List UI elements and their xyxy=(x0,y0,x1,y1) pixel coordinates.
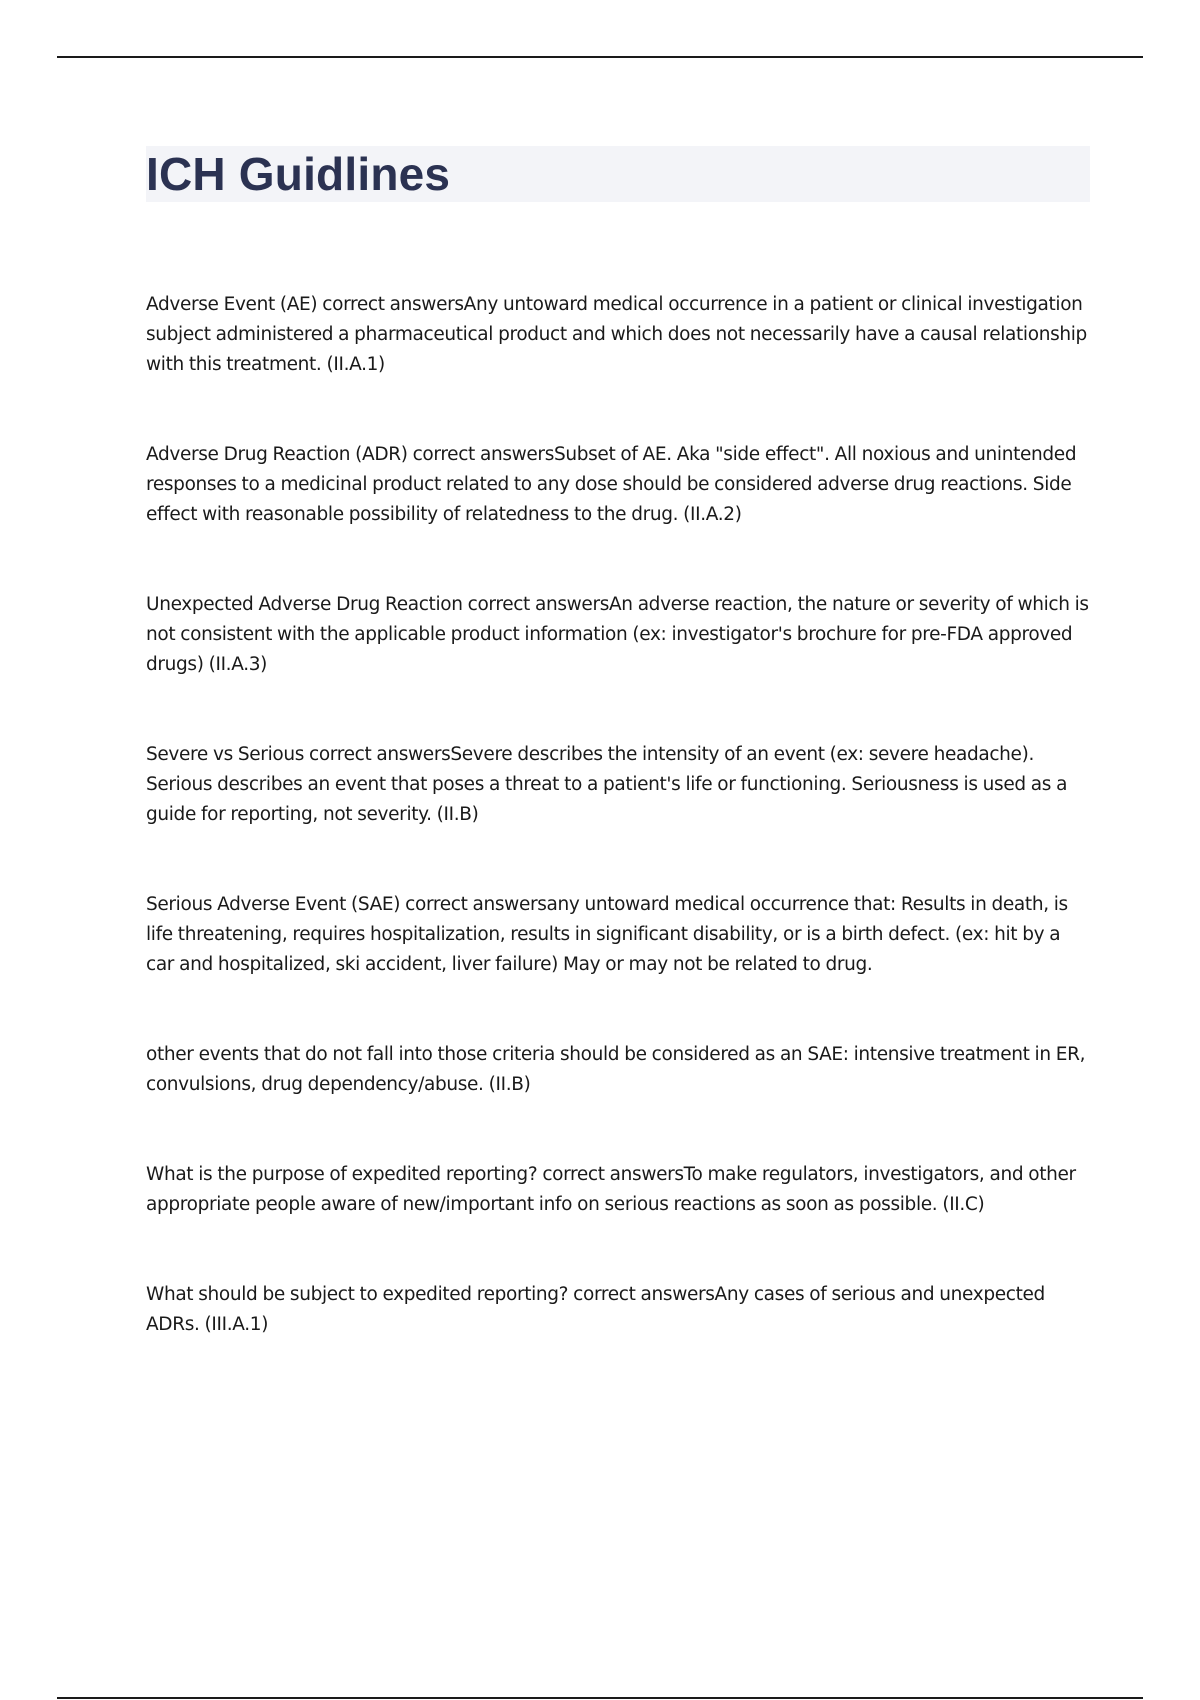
entry-paragraph: What should be subject to expedited reporting? correct answersAny cases of serious and unexpected ADRs. (III.A.1) xyxy=(146,1284,1045,1335)
entry-paragraph: Adverse Drug Reaction (ADR) correct answersSubset of AE. Aka "side effect". All noxious and unintended responses to a medicinal product related to any dose should be considered adverse drug reactions. Side effect with reasonable possibility of relatedness to the drug. (II.A.2) xyxy=(146,444,1077,525)
entry-paragraph: Serious Adverse Event (SAE) correct answersany untoward medical occurrence that: Results in death, is life threatening, requires hospitalization, results in significant disability, or is a birth defect. (ex: hit by a car and hospitalized, ski accident, liver failure) May or may not be related to drug. xyxy=(146,894,1068,975)
bottom-rule xyxy=(57,1697,1143,1699)
top-rule xyxy=(57,56,1143,58)
entry-paragraph: Unexpected Adverse Drug Reaction correct answersAn adverse reaction, the nature or severity of which is not consistent with the applicable product information (ex: investigator's brochure for pre-FDA approved drugs) (II.A.3) xyxy=(146,594,1089,675)
page-title: ICH Guidlines xyxy=(146,148,451,200)
entry-paragraph: What is the purpose of expedited reporting? correct answersTo make regulators, investigators, and other appropriate people aware of new/important info on serious reactions as soon as possible. (II.C) xyxy=(146,1164,1076,1215)
title-band xyxy=(146,146,1090,202)
entry-list xyxy=(146,290,1090,1340)
entry-paragraph: Adverse Event (AE) correct answersAny untoward medical occurrence in a patient or clinical investigation subject administered a pharmaceutical product and which does not necessarily have a causal relationship with this treatment. (II.A.1) xyxy=(146,294,1087,375)
entry-paragraph: Severe vs Serious correct answersSevere describes the intensity of an event (ex: severe headache). Serious describes an event that poses a threat to a patient's life or functioning. Seriousness is used as a guide for reporting, not severity. (II.B) xyxy=(146,744,1068,825)
entry-paragraph: other events that do not fall into those criteria should be considered as an SAE: intensive treatment in ER, convulsions, drug dependency/abuse. (II.B) xyxy=(146,1044,1086,1095)
